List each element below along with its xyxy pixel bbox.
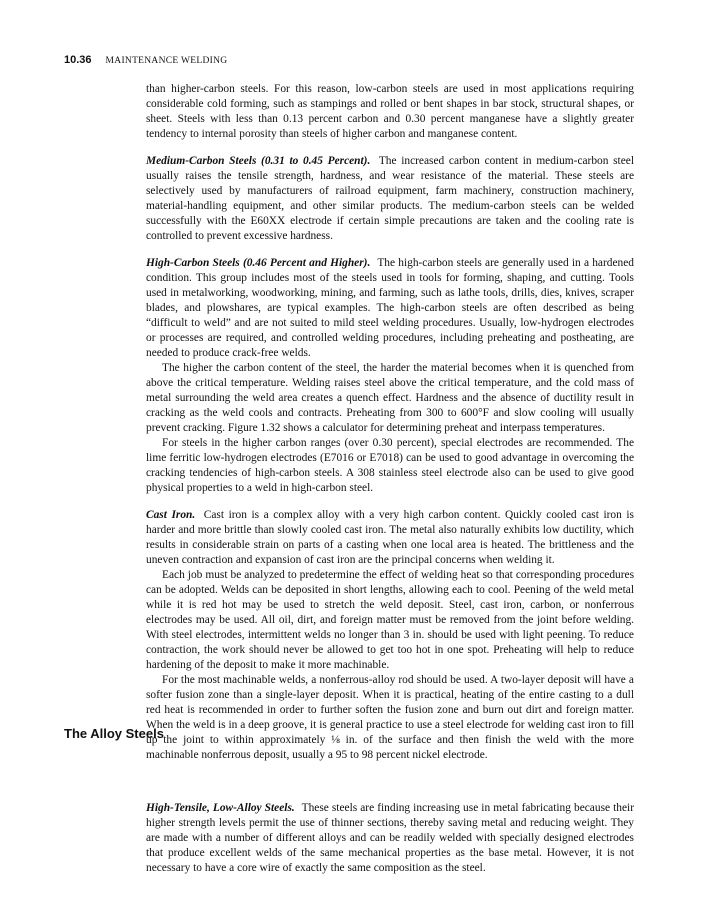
running-title: MAINTENANCE WELDING <box>105 56 228 66</box>
intro-paragraph: than higher-carbon steels. For this reason, low-carbon steels are used in most applications requiring considerable cold forming, such as stampings and rolled or bent shapes in bar stock, structural shapes, or sheet. Steels with less than 0.13 percent carbon and 0.30 percent manganese have a slightly greater tendency to internal porosity than steels of higher carbon and manganese content. <box>146 83 634 140</box>
cast-iron-paragraph <box>146 508 634 568</box>
medium-carbon-text: The increased carbon content in medium-carbon steel usually raises the tensile strength, hardness, and wear resistance of the material. These steels are selectively used by manufacturers of railroad equipment, farm machinery, construction machinery, material-handling equipment, and other similar products. The medium-carbon steels can be welded successfully with the E60XX electrode if certain simple precautions are taken and the cooling rate is controlled to prevent excessive hardness. <box>146 155 634 242</box>
medium-carbon-heading: Medium-Carbon Steels (0.31 to 0.45 Percent). <box>146 155 371 167</box>
body-text-lower <box>146 801 634 876</box>
high-carbon-paragraph <box>146 256 634 361</box>
cast-iron-heading: Cast Iron. <box>146 509 196 521</box>
hsla-heading: High-Tensile, Low-Alloy Steels. <box>146 802 295 814</box>
hsla-paragraph <box>146 801 634 876</box>
high-carbon-paragraph-3: For steels in the higher carbon ranges (over 0.30 percent), special electrodes are recommended. The lime ferritic low-hydrogen electrodes (E7016 or E7018) can be used to good advantage in overcoming the cracking tendencies of high-carbon steels. A 308 stainless steel electrode also can be used to give good physical properties to a weld in high-carbon steel. <box>146 437 634 494</box>
medium-carbon-paragraph <box>146 154 634 244</box>
cast-iron-paragraph-3: For the most machinable welds, a nonferrous-alloy rod should be used. A two-layer deposit will have a softer fusion zone than a single-layer deposit. When it is practical, heating of the entire casting to a dull red heat is recommended in order to further soften the fusion zone and burn out dirt and foreign matter. When the weld is in a deep groove, it is general practice to use a steel electrode for welding cast iron to fill up the joint to within approximately ⅛ in. of the surface and then finish the weld with the more machinable nonferrous deposit, usually a 95 to 98 percent nickel electrode. <box>146 674 634 761</box>
high-carbon-heading: High-Carbon Steels (0.46 Percent and Higher). <box>146 257 371 269</box>
hsla-text: These steels are finding increasing use in metal fabricating because their higher strength levels permit the use of thinner sections, thereby saving metal and reducing weight. They are made with a number of different alloys and can be readily welded with specially designed electrodes that produce excellent welds of the same mechanical properties as the base metal. However, it is not necessary to have a core wire of exactly the same composition as the steel. <box>146 802 634 874</box>
cast-iron-paragraph-2: Each job must be analyzed to predetermine the effect of welding heat so that corresponding procedures can be adopted. Welds can be deposited in short lengths, allowing each to cool. Peening of the weld metal while it is red hot may be used to stretch the weld deposit. Steel, cast iron, carbon, or nonferrous electrodes may be used. All oil, dirt, and foreign matter must be removed from the joint before welding. With steel electrodes, intermittent welds no longer than 3 in. should be used with light peening. To reduce contraction, the work should never be allowed to get too hot in one spot. Preheating will help to reduce hardening of the deposit to make it more machinable. <box>146 569 634 671</box>
running-head <box>64 54 227 66</box>
high-carbon-text: The high-carbon steels are generally used in a hardened condition. This group includes most of the steels used in tools for forming, shaping, and cutting. Tools used in metalworking, woodworking, mining, and farming, such as lathe tools, drills, dies, knives, scraper blades, and plowshares, are typical examples. The high-carbon steels are often described as being “difficult to weld” and are not suited to mild steel welding procedures. Usually, low-hydrogen electrodes or processes are required, and controlled welding procedures, including preheating and postheating, are needed to produce crack-free welds. <box>146 257 634 359</box>
page-number: 10.36 <box>64 54 92 66</box>
cast-iron-text: Cast iron is a complex alloy with a very high carbon content. Quickly cooled cast iron is harder and more brittle than slowly cooled cast iron. The metal also naturally exhibits low ductility, which results in considerable strain on parts of a casting when one local area is heated. The brittleness and the uneven contraction and expansion of cast iron are the principal concerns when welding it. <box>146 509 634 566</box>
high-carbon-paragraph-2: The higher the carbon content of the steel, the harder the material becomes when it is quenched from above the critical temperature. Welding raises steel above the critical temperature, and the cold mass of metal surrounding the weld area creates a quench effect. Hardness and the absence of ductility result in cracking as the weld cools and contracts. Preheating from 300 to 600°F and slow cooling will usually prevent cracking. Figure 1.32 shows a calculator for determining preheat and interpass temperatures. <box>146 362 634 434</box>
body-text-upper <box>146 82 634 763</box>
section-heading: The Alloy Steels <box>64 726 164 741</box>
